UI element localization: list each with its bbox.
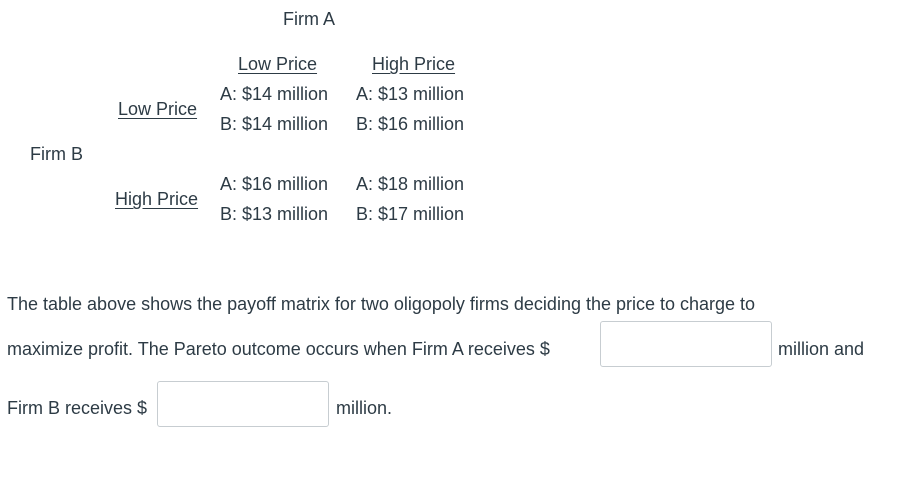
cell-high-high-firm-a-payoff: A: $18 million — [356, 174, 465, 194]
question-line-3-suffix: million. — [336, 398, 393, 418]
cell-low-low-firm-a-payoff: A: $14 million — [220, 84, 329, 104]
question-line-2-suffix: million and — [778, 339, 865, 359]
firm-b-payoff-input[interactable] — [157, 381, 329, 427]
cell-high-low-firm-a-payoff: A: $16 million — [220, 174, 329, 194]
question-line-1: The table above shows the payoff matrix for two oligopoly firms deciding the price to charge to — [7, 294, 756, 314]
cell-low-low-firm-b-payoff: B: $14 million — [220, 114, 329, 134]
row-header-high-price: High Price — [115, 189, 199, 209]
question-line-2-prefix: maximize profit. The Pareto outcome occurs when Firm A receives $ — [7, 339, 550, 359]
firm-b-label: Firm B — [30, 144, 83, 164]
cell-high-low-firm-b-payoff: B: $13 million — [220, 204, 329, 224]
firm-a-label: Firm A — [283, 9, 335, 29]
col-header-high-price: High Price — [372, 54, 456, 74]
cell-low-high-firm-b-payoff: B: $16 million — [356, 114, 465, 134]
col-header-low-price: Low Price — [238, 54, 318, 74]
firm-a-payoff-input[interactable] — [600, 321, 772, 367]
cell-high-high-firm-b-payoff: B: $17 million — [356, 204, 465, 224]
cell-low-high-firm-a-payoff: A: $13 million — [356, 84, 465, 104]
row-header-low-price: Low Price — [118, 99, 198, 119]
question-line-3-prefix: Firm B receives $ — [7, 398, 148, 418]
